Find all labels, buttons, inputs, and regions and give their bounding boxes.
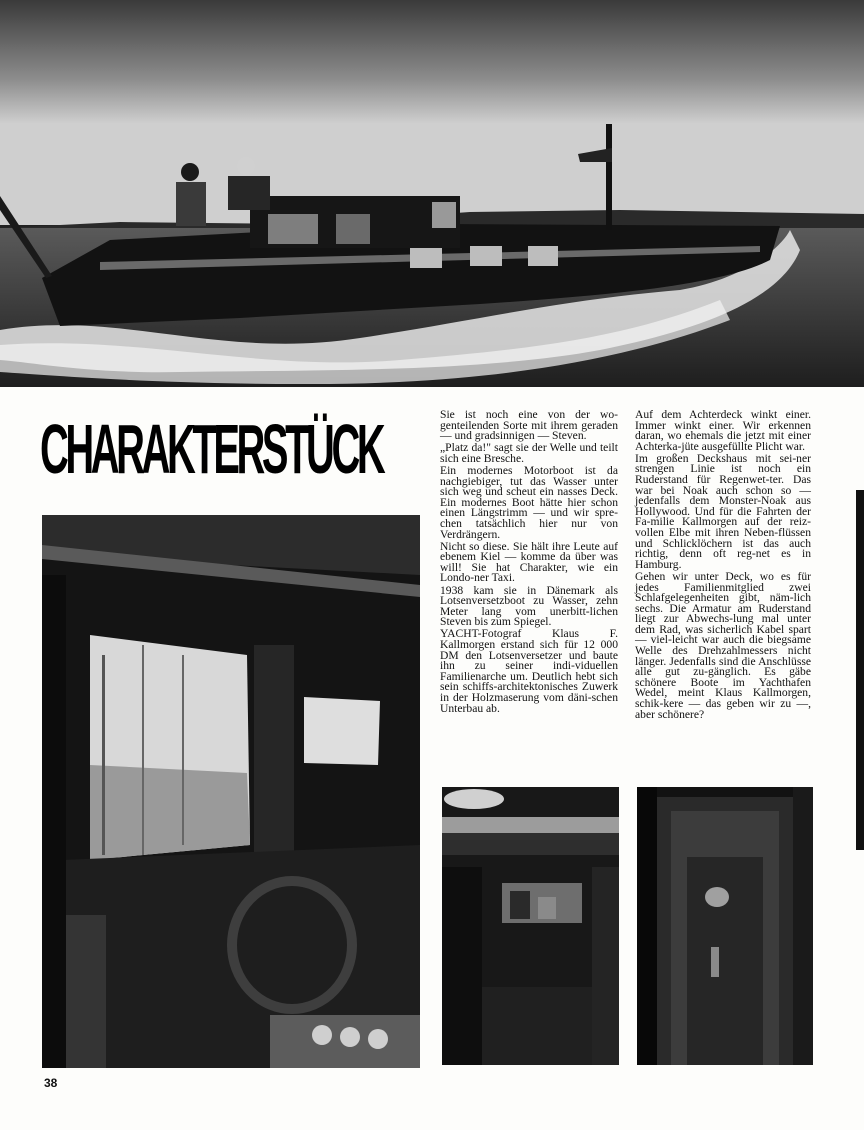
photo-galley-interior xyxy=(442,787,619,1065)
paragraph: Ein modernes Motorboot ist da nachgiebiger, tut das Wasser unter sich weg und scheut ein nasses Deck. Ein modernes Boot hätte hier schon einen Längstrimm — und wir spre-chen tatsächlich hier nur von Verdrängern. xyxy=(440,463,618,541)
paragraph: Auf dem Achterdeck winkt einer. Immer winkt einer. Wir erkennen daran, wo ehemals die jetzt mit einer Achterka-jüte ausgefüllte Plicht war. xyxy=(635,408,811,453)
paragraph: „Platz da!" sagt sie der Welle und teilt sich eine Bresche. xyxy=(440,441,618,465)
paragraph: Sie ist noch eine von der wo-genteilenden Sorte mit ihrem geraden — und gradsinnigen — Steven. xyxy=(440,408,618,443)
photo-wheelhouse-interior xyxy=(42,515,420,1068)
paragraph: Nicht so diese. Sie hält ihre Leute auf ebenem Kiel — komme da über was will! Sie hat Charakter, wie ein Londo-ner Taxi. xyxy=(440,539,618,585)
paragraph: 1938 kam sie in Dänemark als Lotsenversetzboot zu Wasser, zehn Meter lang vom unerbitt-lichen Steven bis zum Spiegel. xyxy=(440,583,618,629)
paragraph: Gehen wir unter Deck, wo es für jedes Familienmitglied zwei Schlafgelegenheiten gibt, näm-lich sechs. Die Armatur am Ruderstand liegt zur Abwechs-lung mal unter dem Rad, was sicherlich Kabel spart — viel-leicht war auch die biegsame Welle des Drehzahlmessers nicht länger. Jedenfalls sind die Anschlüsse alle gut zu-gänglich. Es gäbe schönere Boote im Yachthafen Wedel, meint Klaus Kallmorgen, schik-kere — das geben wir zu —, aber schönere? xyxy=(635,569,811,721)
article-column-1 xyxy=(440,410,618,716)
paragraph: YACHT-Fotograf Klaus F. Kallmorgen erstand sich für 12 000 DM den Lotsenversetzer und baute ihn zu seiner indi-viduellen Familienarche um. Deutlich hebt sich sein schiffs-architektonisches Zuwerk in der Holzmaserung vom däni-schen Unterbau ab. xyxy=(440,627,618,715)
headline: CHARAKTERSTÜCK xyxy=(40,410,383,488)
photo-cabin-door xyxy=(637,787,813,1065)
scan-edge-shadow xyxy=(856,490,864,850)
paragraph: Im großen Deckshaus mit sei-ner strengen Linie ist noch ein Ruderstand für Regenwet-ter. Das war bei Noak auch schon so — jedenfalls dem Monster-Noak aus Hollywood. Und für die Fahrten der Fa-milie Kallmorgen auf der reiz-vollen Elbe mit ihren Neben-flüssen und Schlicklöchern ist das auch richtig, denn oft reg-net es in Hamburg. xyxy=(635,451,811,571)
hero-photo-boat xyxy=(0,0,864,387)
article-column-2 xyxy=(635,410,811,722)
page-number: 38 xyxy=(44,1076,58,1090)
